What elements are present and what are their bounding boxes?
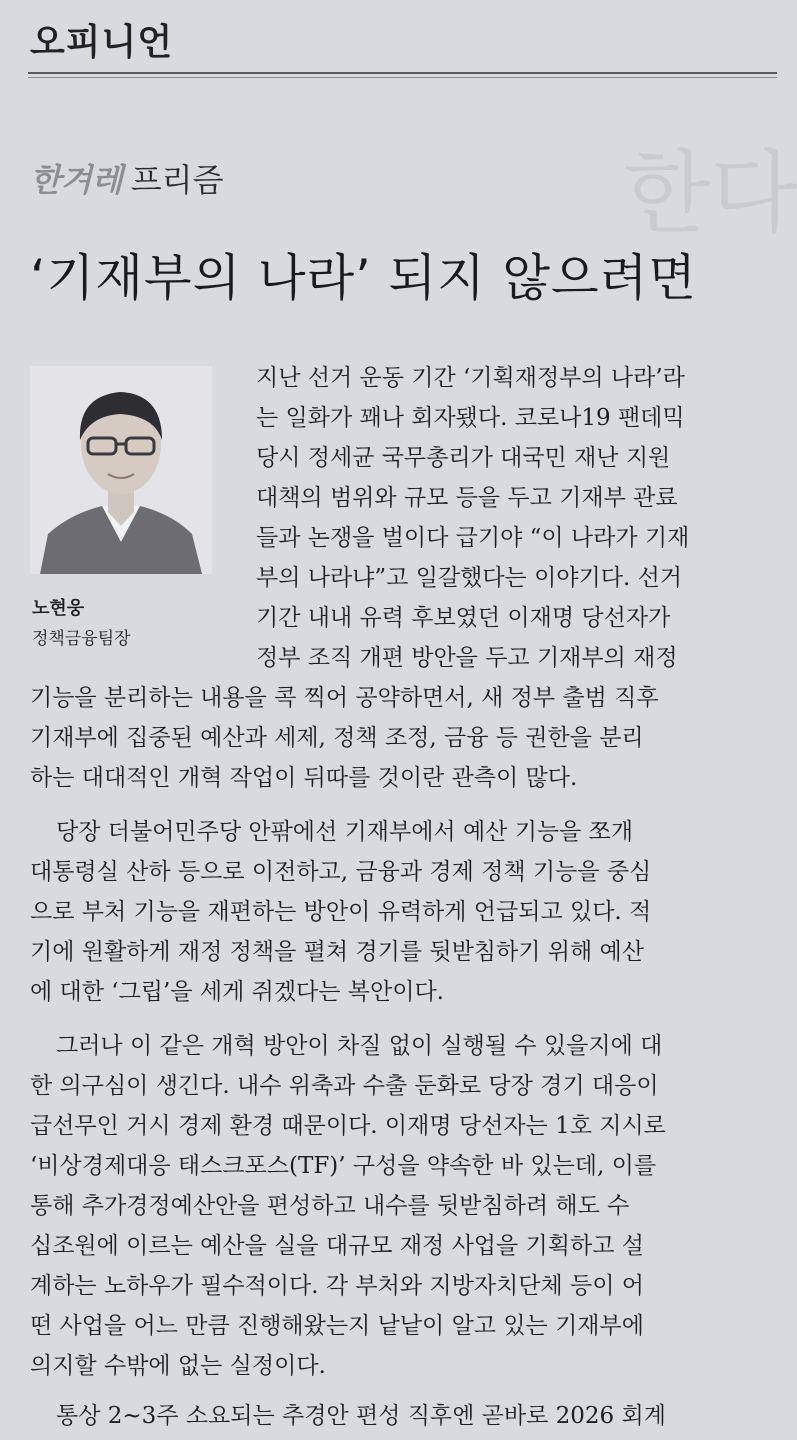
body-line: 들과 논쟁을 벌이다 급기야 “이 나라가 기재 (256, 525, 690, 551)
body-line: 의지할 수밖에 없는 실정이다. (30, 1353, 326, 1379)
body-line: 그러나 이 같은 개혁 방안이 차질 없이 실행될 수 있을지에 대 (56, 1033, 663, 1059)
body-line: 당시 정세균 국무총리가 대국민 재난 지원 (256, 445, 671, 471)
body-line: 기재부에 집중된 예산과 세제, 정책 조정, 금융 등 권한을 분리 (30, 725, 644, 751)
body-line: 지난 선거 운동 기간 ‘기획재정부의 나라’라 (256, 365, 685, 391)
body-line: 통해 추가경정예산안을 편성하고 내수를 뒷받침하려 해도 수 (30, 1193, 630, 1219)
column-name: 프리즘 (130, 161, 224, 199)
body-line: 급선무인 거시 경제 환경 때문이다. 이재명 당선자는 1호 지시로 (30, 1113, 666, 1139)
body-line: 기능을 분리하는 내용을 콕 찍어 공약하면서, 새 정부 출범 직후 (30, 685, 659, 711)
body-line: 으로 부처 기능을 재편하는 방안이 유력하게 언급되고 있다. 적 (30, 899, 652, 925)
body-line: 당장 더불어민주당 안팎에선 기재부에서 예산 기능을 쪼개 (56, 819, 634, 845)
body-line: 기에 원활하게 재정 정책을 펼쳐 경기를 뒷받침하기 위해 예산 (30, 939, 644, 965)
show-through-text: 한다 (623, 141, 797, 246)
body-line: 대통령실 산하 등으로 이전하고, 금융과 경제 정책 기능을 중심 (30, 859, 652, 885)
body-line: 십조원에 이르는 예산을 실을 대규모 재정 사업을 기획하고 설 (30, 1233, 644, 1259)
article-headline: ‘기재부의 나라’ 되지 않으려면 (30, 249, 697, 307)
body-line: 기간 내내 유력 후보였던 이재명 당선자가 (256, 605, 671, 631)
author-portrait-image (30, 366, 212, 574)
section-divider (28, 72, 777, 74)
body-line: 는 일화가 꽤나 회자됐다. 코로나19 팬데믹 (256, 405, 685, 431)
section-divider-thin (28, 77, 777, 78)
body-line: 부의 나라냐”고 일갈했다는 이야기다. 선거 (256, 565, 683, 591)
body-line: 에 대한 ‘그립’을 세게 쥐겠다는 복안이다. (30, 979, 444, 1005)
body-line: 정부 조직 개편 방안을 두고 기재부의 재정 (256, 645, 678, 671)
author-title: 정책금융팀장 (32, 629, 131, 649)
section-title: 오피니언 (30, 22, 174, 63)
body-line: 계하는 노하우가 필수적이다. 각 부처와 지방자치단체 등이 어 (30, 1273, 644, 1299)
column-kicker (30, 155, 224, 201)
brand-name: 한겨레 (30, 161, 123, 199)
author-photo (30, 366, 212, 574)
body-line: 한 의구심이 생긴다. 내수 위축과 수출 둔화로 당장 경기 대응이 (30, 1073, 659, 1099)
body-line: 하는 대대적인 개혁 작업이 뒤따를 것이란 관측이 많다. (30, 765, 578, 791)
body-line: ‘비상경제대응 태스크포스(TF)’ 구성을 약속한 바 있는데, 이를 (30, 1153, 657, 1179)
body-line: 떤 사업을 어느 만큼 진행해왔는지 낱낱이 알고 있는 기재부에 (30, 1313, 644, 1339)
author-name: 노현웅 (32, 598, 85, 619)
body-line: 대책의 범위와 규모 등을 두고 기재부 관료 (256, 485, 678, 511)
body-line: 통상 2~3주 소요되는 추경안 편성 직후엔 곧바로 2026 회계 (56, 1403, 666, 1429)
